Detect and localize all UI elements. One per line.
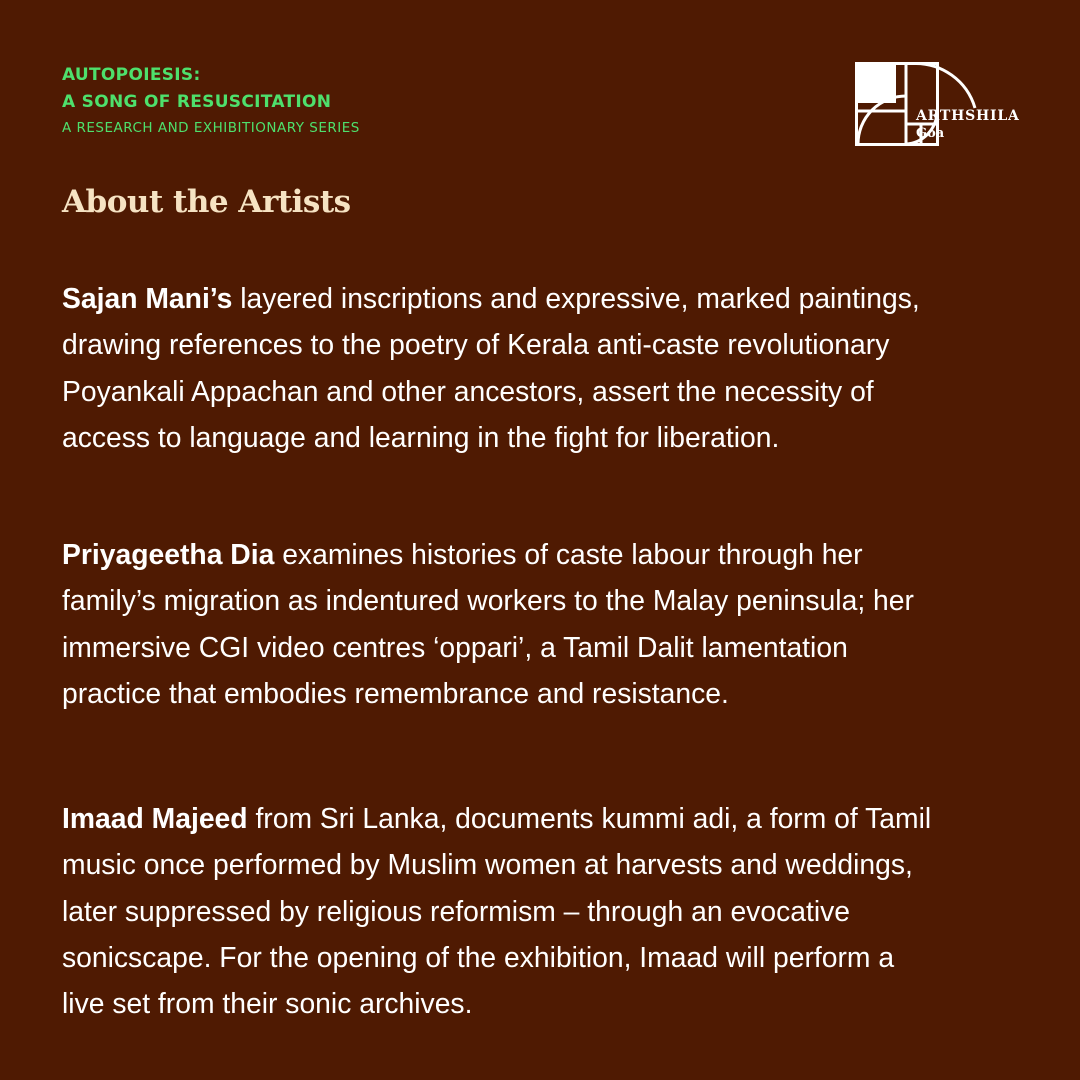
- artist-name: Imaad Majeed: [62, 802, 248, 834]
- bio-line: Sajan Mani’s layered inscriptions and expressive, marked paintings,: [62, 282, 920, 314]
- bio-line: later suppressed by religious reformism – through an evocative: [62, 894, 850, 927]
- series-subtitle: A RESEARCH AND EXHIBITIONARY SERIES: [62, 120, 360, 136]
- bio-line: live set from their sonic archives.: [62, 987, 473, 1020]
- bio-line: practice that embodies remembrance and resistance.: [62, 676, 729, 709]
- artist-name: Priyageetha Dia: [62, 538, 275, 570]
- artist-bio-priyageetha-dia: [62, 531, 1047, 716]
- bio-line: Priyageetha Dia examines histories of caste labour through her: [62, 538, 863, 570]
- bio-line: immersive CGI video centres ‘oppari’, a Tamil Dalit lamentation: [62, 630, 848, 663]
- bio-line: Imaad Majeed from Sri Lanka, documents kummi adi, a form of Tamil: [62, 802, 932, 834]
- artist-name: Sajan Mani’s: [62, 282, 233, 314]
- artist-bio-sajan-mani: [62, 275, 1047, 460]
- artist-bio-imaad-majeed: [62, 795, 1047, 1026]
- bio-line: family’s migration as indentured workers to the Malay peninsula; her: [62, 584, 914, 617]
- logo-location: Goa: [916, 126, 945, 141]
- series-title-line2: A SONG OF RESUSCITATION: [62, 92, 332, 112]
- bio-line: music once performed by Muslim women at harvests and weddings,: [62, 848, 913, 881]
- bio-line: drawing references to the poetry of Kerala anti-caste revolutionary: [62, 328, 890, 361]
- bio-line: sonicscape. For the opening of the exhibition, Imaad will perform a: [62, 940, 895, 973]
- logo-wordmark: [916, 108, 1020, 142]
- bio-line: access to language and learning in the fight for liberation.: [62, 420, 780, 453]
- series-title-line1: AUTOPOIESIS:: [62, 65, 201, 85]
- bio-line: Poyankali Appachan and other ancestors, assert the necessity of: [62, 374, 874, 407]
- logo-name: ARTHSHILA: [916, 108, 1020, 124]
- series-header: [62, 62, 360, 139]
- page-title: About the Artists: [62, 184, 351, 220]
